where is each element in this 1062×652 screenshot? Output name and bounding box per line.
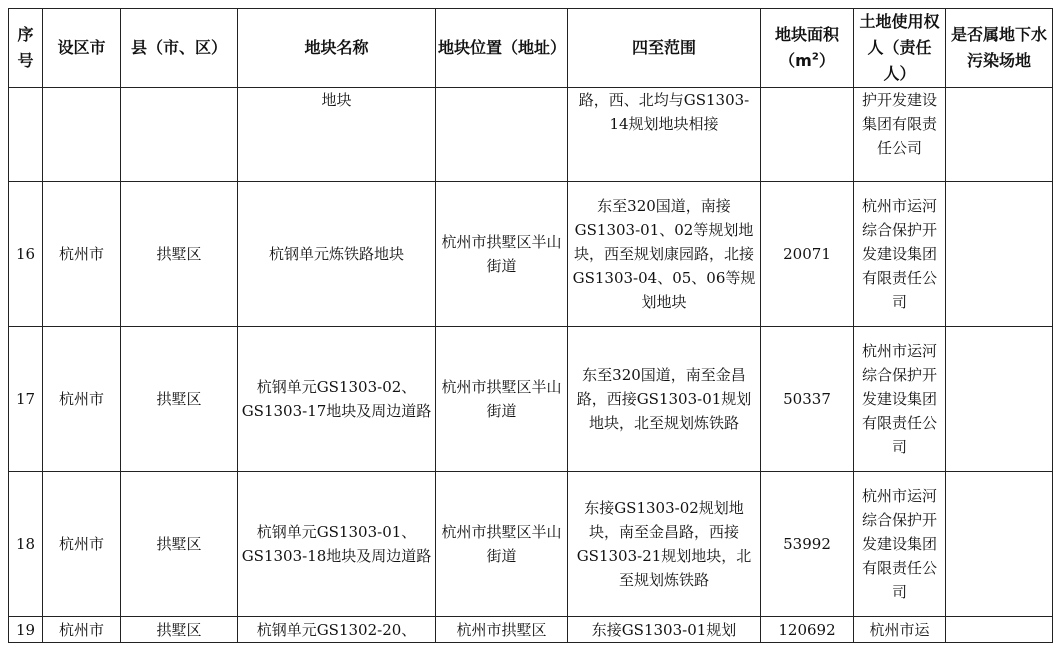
header-groundwater: 是否属地下水污染场地	[946, 9, 1053, 88]
header-no: 序号	[9, 9, 43, 88]
header-owner: 土地使用权人（责任人）	[854, 9, 946, 88]
cell-name: 杭钢单元GS1303-02、GS1303-17地块及周边道路	[238, 327, 436, 472]
cell-city: 杭州市	[43, 182, 121, 327]
cell-city: 杭州市	[43, 617, 121, 643]
header-name: 地块名称	[238, 9, 436, 88]
cell-boundary: 东接GS1303-01规划	[568, 617, 761, 643]
header-area-unit-base: （m	[779, 51, 812, 70]
cell-boundary: 东接GS1303-02规划地块，南至金昌路，西接GS1303-21规划地块，北至规划炼铁路	[568, 472, 761, 617]
cell-area: 120692	[761, 617, 854, 643]
cell-area: 20071	[761, 182, 854, 327]
cell-area: 50337	[761, 327, 854, 472]
cell-city: 杭州市	[43, 472, 121, 617]
table-row	[9, 472, 1053, 617]
cell-county: 拱墅区	[121, 327, 238, 472]
cell-location: 杭州市拱墅区半山街道	[436, 327, 568, 472]
site-table	[8, 8, 1053, 643]
cell-name: 杭钢单元炼铁路地块	[238, 182, 436, 327]
cell-county: 拱墅区	[121, 617, 238, 643]
table-row	[9, 182, 1053, 327]
header-row	[9, 9, 1053, 88]
cell-name: 地块	[238, 88, 436, 182]
cell-no	[9, 88, 43, 182]
cell-owner: 杭州市运河综合保护开发建设集团有限责任公司	[854, 182, 946, 327]
cell-groundwater	[946, 88, 1053, 182]
cell-area	[761, 88, 854, 182]
header-county: 县（市、区）	[121, 9, 238, 88]
cell-location	[436, 88, 568, 182]
table-row	[9, 88, 1053, 182]
cell-boundary: 东至320国道，南接GS1303-01、02等规划地块，西至规划康园路，北接GS1303-04、05、06等规划地块	[568, 182, 761, 327]
cell-no: 16	[9, 182, 43, 327]
cell-no: 19	[9, 617, 43, 643]
header-area-label: 地块面积	[774, 25, 839, 44]
cell-owner: 杭州市运河综合保护开发建设集团有限责任公司	[854, 472, 946, 617]
cell-location: 杭州市拱墅区	[436, 617, 568, 643]
header-area	[761, 9, 854, 88]
cell-city	[43, 88, 121, 182]
cell-no: 17	[9, 327, 43, 472]
cell-owner: 杭州市运	[854, 617, 946, 643]
header-location: 地块位置（地址）	[436, 9, 568, 88]
header-boundary: 四至范围	[568, 9, 761, 88]
cell-groundwater	[946, 182, 1053, 327]
cell-name: 杭钢单元GS1303-01、GS1303-18地块及周边道路	[238, 472, 436, 617]
cell-groundwater	[946, 472, 1053, 617]
cell-groundwater	[946, 327, 1053, 472]
cell-location: 杭州市拱墅区半山街道	[436, 472, 568, 617]
cell-owner: 护开发建设集团有限责任公司	[854, 88, 946, 182]
cell-area: 53992	[761, 472, 854, 617]
cell-no: 18	[9, 472, 43, 617]
cell-groundwater	[946, 617, 1053, 643]
cell-county: 拱墅区	[121, 182, 238, 327]
header-city: 设区市	[43, 9, 121, 88]
table-row	[9, 327, 1053, 472]
cell-city: 杭州市	[43, 327, 121, 472]
cell-name: 杭钢单元GS1302-20、	[238, 617, 436, 643]
cell-owner: 杭州市运河综合保护开发建设集团有限责任公司	[854, 327, 946, 472]
cell-county: 拱墅区	[121, 472, 238, 617]
cell-county	[121, 88, 238, 182]
header-area-unit-exp: 2	[811, 51, 819, 63]
cell-boundary: 路，西、北均与GS1303-14规划地块相接	[568, 88, 761, 182]
header-area-unit-close: ）	[818, 51, 835, 70]
cell-location: 杭州市拱墅区半山街道	[436, 182, 568, 327]
cell-boundary: 东至320国道，南至金昌路，西接GS1303-01规划地块，北至规划炼铁路	[568, 327, 761, 472]
table-row	[9, 617, 1053, 643]
